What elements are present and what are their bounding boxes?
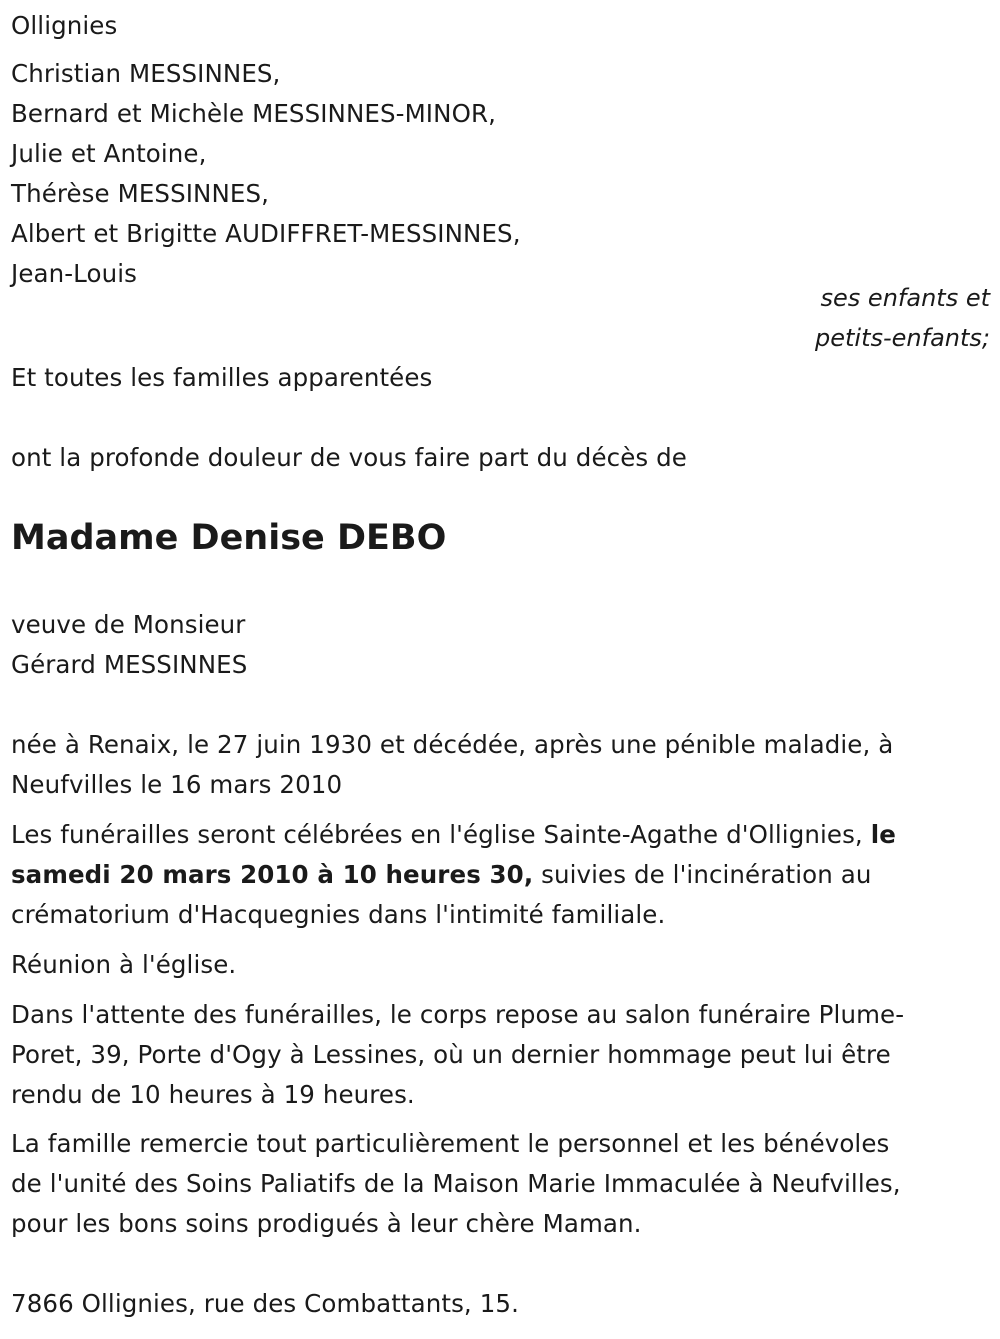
funeral-line-1 — [11, 815, 896, 855]
deceased-name: Madame Denise DEBO — [11, 518, 447, 558]
birth-death-line-2: Neufvilles le 16 mars 2010 — [11, 770, 343, 799]
relation-label-line1: ses enfants et — [820, 284, 990, 312]
relation-label-line2: petits-enfants; — [815, 324, 990, 352]
funeral-line-3: crématorium d'Hacquegnies dans l'intimité familiale. — [11, 900, 666, 929]
funeral-text: Les funérailles seront célébrées en l'église Sainte-Agathe d'Ollignies, — [11, 820, 863, 849]
family-member: Christian MESSINNES, — [11, 59, 281, 88]
wake-line-1: Dans l'attente des funérailles, le corps repose au salon funéraire Plume- — [11, 1000, 905, 1029]
funeral-date-bold: samedi 20 mars 2010 à 10 heures 30, — [11, 860, 534, 889]
funeral-date-bold: le — [870, 820, 896, 849]
family-member: Julie et Antoine, — [11, 139, 207, 168]
thanks-line-2: de l'unité des Soins Paliatifs de la Maison Marie Immaculée à Neufvilles, — [11, 1169, 901, 1198]
family-member: Albert et Brigitte AUDIFFRET-MESSINNES, — [11, 219, 521, 248]
family-member: Thérèse MESSINNES, — [11, 179, 270, 208]
town-heading: Ollignies — [11, 11, 118, 40]
wake-line-3: rendu de 10 heures à 19 heures. — [11, 1080, 415, 1109]
funeral-line-2 — [11, 855, 871, 895]
widow-line-2: Gérard MESSINNES — [11, 650, 248, 679]
widow-line-1: veuve de Monsieur — [11, 610, 246, 639]
related-families: Et toutes les familles apparentées — [11, 363, 433, 392]
family-member: Jean-Louis — [11, 259, 137, 288]
family-member: Bernard et Michèle MESSINNES-MINOR, — [11, 99, 496, 128]
address-line: 7866 Ollignies, rue des Combattants, 15. — [11, 1289, 519, 1318]
thanks-line-1: La famille remercie tout particulièrement le personnel et les bénévoles — [11, 1129, 890, 1158]
funeral-text: suivies de l'incinération au — [541, 860, 872, 889]
meeting-line: Réunion à l'église. — [11, 950, 237, 979]
wake-line-2: Poret, 39, Porte d'Ogy à Lessines, où un dernier hommage peut lui être — [11, 1040, 891, 1069]
thanks-line-3: pour les bons soins prodigués à leur chère Maman. — [11, 1209, 642, 1238]
birth-death-line-1: née à Renaix, le 27 juin 1930 et décédée, après une pénible maladie, à — [11, 730, 894, 759]
announcement-intro: ont la profonde douleur de vous faire part du décès de — [11, 443, 687, 472]
